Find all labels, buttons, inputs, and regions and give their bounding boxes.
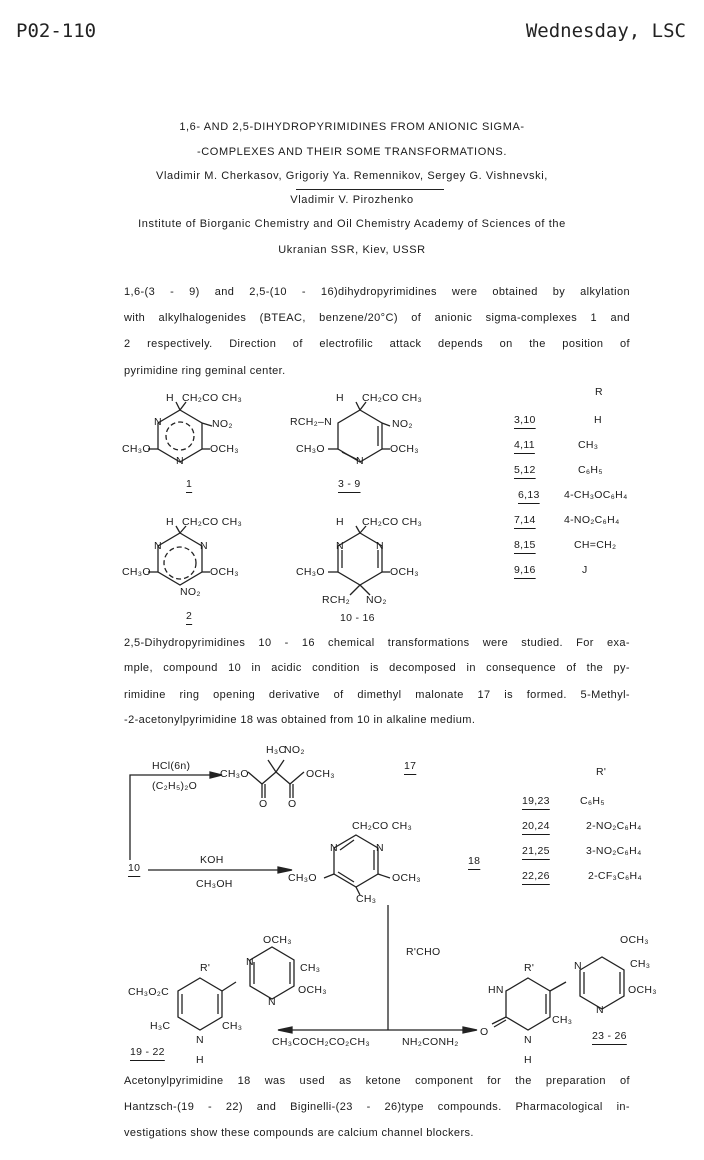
substituent: H [594, 414, 602, 426]
para1-line: 1,6-(3 - 9) and 2,5-(10 - 16)dihydropyrimidines were obtained by alkylation [124, 286, 630, 298]
atom-h: H [336, 516, 344, 528]
nitro-group: NO₂ [284, 744, 305, 756]
atom-n: N [376, 842, 384, 854]
substituent: 4-NO₂C₆H₄ [564, 514, 620, 526]
alkyl-n-group: RCH₂–N [290, 416, 333, 428]
substituent: CH₃ [578, 439, 599, 451]
nitro-group: NO₂ [366, 594, 387, 606]
atom-n: N [268, 996, 276, 1008]
methoxy-group: OCH₃ [392, 872, 421, 884]
compound-label: 17 [404, 760, 417, 772]
atom-n: N [176, 455, 184, 467]
compound-label: 3 - 9 [338, 478, 361, 490]
methoxy-group: OCH₃ [298, 984, 327, 996]
atom-n: N [154, 416, 162, 428]
affiliation-line-1: Institute of Biorganic Chemistry and Oil Chemistry Academy of Sciences of the [138, 218, 566, 230]
substituent: C₆H₅ [578, 464, 603, 476]
methoxy-group: CH₃O [296, 566, 325, 578]
authors-line-1: Vladimir M. Cherkasov, Grigoriy Ya. Remennikov, Sergey G. Vishnevski, [156, 170, 548, 182]
atom-n: N [596, 1004, 604, 1016]
title-line-1: 1,6- AND 2,5-DIHYDROPYRIMIDINES FROM ANIONIC SIGMA- [179, 121, 525, 133]
methoxy-group: OCH₃ [628, 984, 657, 996]
compound-label: 23 - 26 [592, 1030, 627, 1042]
substituent: C₆H₅ [580, 795, 605, 807]
nh-group: HN [488, 984, 504, 996]
reagent-label: KOH [200, 854, 224, 866]
substituent: 3-NO₂C₆H₄ [586, 845, 642, 857]
oxygen-atom: O [480, 1026, 489, 1038]
affiliation-line-2: Ukranian SSR, Kiev, USSR [278, 244, 426, 256]
acetonyl-group: CH₂CO CH₃ [182, 516, 243, 528]
rp-table-header: R' [596, 766, 607, 778]
compound-ids: 21,25 [522, 845, 550, 857]
atom-n: N [356, 455, 364, 467]
ester-group: CH₃O₂C [128, 986, 170, 998]
para2-line: mple, compound 10 in acidic condition is decomposed in consequence of the py- [124, 662, 630, 674]
methoxy-group: CH₃O [220, 768, 249, 780]
acetonyl-group: CH₂CO CH₃ [182, 392, 243, 404]
para3-line: vestigations show these compounds are calcium channel blockers. [124, 1127, 474, 1139]
r-prime-group: R' [200, 962, 211, 974]
methoxy-group: OCH₃ [263, 934, 292, 946]
methoxy-group: OCH₃ [210, 443, 239, 455]
para2-line: 2,5-Dihydropyrimidines 10 - 16 chemical transformations were studied. For exa- [124, 637, 630, 649]
methoxy-group: CH₃O [122, 443, 151, 455]
atom-n: N [574, 960, 582, 972]
compound-ids: 4,11 [514, 439, 535, 451]
atom-h: H [166, 392, 174, 404]
atom-h: H [336, 392, 344, 404]
para3-line: Acetonylpyrimidine 18 was used as ketone component for the preparation of [124, 1075, 630, 1087]
compound-label: 2 [186, 610, 193, 622]
atom-n: N [336, 540, 344, 552]
authors-line-2: Vladimir V. Pirozhenko [290, 194, 414, 206]
atom-n: N [524, 1034, 532, 1046]
compound-ids: 7,14 [514, 514, 536, 526]
substituent: 4-CH₃OC₆H₄ [564, 489, 628, 501]
methyl-group: H₃C [266, 744, 287, 756]
methyl-group: CH₃ [552, 1014, 573, 1026]
substituent: 2-CF₃C₆H₄ [588, 870, 642, 882]
compound-ids: 9,16 [514, 564, 536, 576]
substituent: CH=CH₂ [574, 539, 617, 551]
para2-line: -2-acetonylpyrimidine 18 was obtained from 10 in alkaline medium. [124, 714, 476, 726]
substituent: J [582, 564, 588, 576]
compound-ids: 22,26 [522, 870, 550, 882]
methyl-group: CH₃ [300, 962, 321, 974]
compound-label: 19 - 22 [130, 1046, 165, 1058]
acetonyl-group: CH₂CO CH₃ [352, 820, 413, 832]
nitro-group: NO₂ [392, 418, 413, 430]
atom-n: N [376, 540, 384, 552]
compound-ids: 3,10 [514, 414, 536, 426]
compound-ids: 8,15 [514, 539, 536, 551]
methyl-group: CH₃ [222, 1020, 243, 1032]
methyl-group: CH₃ [356, 893, 377, 905]
compound-ids: 6,13 [518, 489, 540, 501]
ketoester-reagent: CH₃COCH₂CO₂CH₃ [272, 1036, 370, 1048]
substituent: 2-NO₂C₆H₄ [586, 820, 642, 832]
compound-label: 18 [468, 855, 481, 867]
methyl-group: CH₃ [630, 958, 651, 970]
compound-ids: 20,24 [522, 820, 550, 832]
nitro-group: NO₂ [212, 418, 233, 430]
atom-n: N [196, 1034, 204, 1046]
aldehyde-reagent: R'CHO [406, 946, 441, 958]
r-prime-group: R' [524, 962, 535, 974]
reagent-label: CH₃OH [196, 878, 233, 890]
compound-ids: 5,12 [514, 464, 536, 476]
methoxy-group: OCH₃ [210, 566, 239, 578]
methoxy-group: CH₃O [122, 566, 151, 578]
para1-line: pyrimidine ring geminal center. [124, 365, 286, 377]
acetonyl-group: CH₂CO CH₃ [362, 392, 423, 404]
oxygen-atom: O [288, 798, 297, 810]
compound-label: 10 - 16 [340, 612, 375, 624]
atom-n: N [330, 842, 338, 854]
reagent-label: (C₂H₅)₂O [152, 780, 198, 792]
methoxy-group: OCH₃ [390, 443, 419, 455]
atom-h: H [524, 1054, 532, 1066]
urea-reagent: NH₂CONH₂ [402, 1036, 459, 1048]
atom-n: N [246, 956, 254, 968]
nitro-group: NO₂ [180, 586, 201, 598]
acetonyl-group: CH₂CO CH₃ [362, 516, 423, 528]
para1-line: 2 respectively. Direction of electrofilic attack depends on the position of [124, 338, 630, 350]
session-label: Wednesday, LSC [525, 20, 686, 42]
compound-label: 1 [186, 478, 193, 490]
atom-h: H [196, 1054, 204, 1066]
oxygen-atom: O [259, 798, 268, 810]
methoxy-group: OCH₃ [306, 768, 335, 780]
para1-line: with alkylhalogenides (BTEAC, benzene/20°C) of anionic sigma-complexes 1 and [124, 312, 630, 324]
methoxy-group: OCH₃ [620, 934, 649, 946]
alkyl-group: RCH₂ [322, 594, 351, 606]
para3-line: Hantzsch-(19 - 22) and Biginelli-(23 - 26)type compounds. Pharmacological in- [124, 1101, 630, 1113]
r-table-header: R [595, 386, 603, 398]
starting-compound: 10 [128, 862, 141, 874]
atom-n: N [154, 540, 162, 552]
title-line-2: -COMPLEXES AND THEIR SOME TRANSFORMATIONS. [196, 146, 508, 158]
methoxy-group: OCH₃ [390, 566, 419, 578]
methoxy-group: CH₃O [296, 443, 325, 455]
atom-h: H [166, 516, 174, 528]
abstract-code: P02-110 [16, 20, 97, 42]
compound-ids: 19,23 [522, 795, 550, 807]
methyl-group: H₃C [150, 1020, 171, 1032]
reagent-label: HCl(6n) [152, 760, 191, 772]
methoxy-group: CH₃O [288, 872, 317, 884]
para2-line: rimidine ring opening derivative of dimethyl malonate 17 is formed. 5-Methyl- [124, 689, 630, 701]
atom-n: N [200, 540, 208, 552]
